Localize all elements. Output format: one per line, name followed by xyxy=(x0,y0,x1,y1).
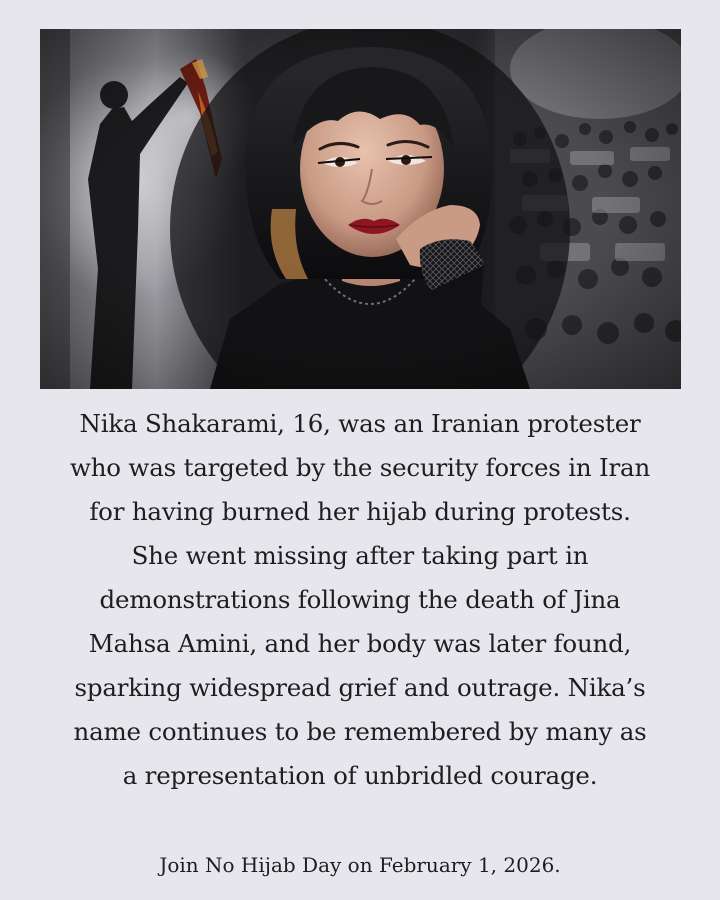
tribute-photo-collage xyxy=(40,29,681,389)
caption-line: Mahsa Amini, and her body was later found, xyxy=(88,629,632,658)
caption-line: who was targeted by the security forces in Iran xyxy=(69,453,651,482)
caption-line: a representation of unbridled courage. xyxy=(122,761,598,790)
caption-line: She went missing after taking part in xyxy=(131,541,589,570)
caption-line: for having burned her hijab during protests. xyxy=(89,497,631,526)
caption-line: demonstrations following the death of Jina xyxy=(99,585,621,614)
caption-line: Nika Shakarami, 16, was an Iranian protester xyxy=(79,409,641,438)
caption-line: name continues to be remembered by many as xyxy=(73,717,647,746)
tribute-caption xyxy=(20,402,700,798)
event-announcement: Join No Hijab Day on February 1, 2026. xyxy=(159,853,561,877)
caption-line: sparking widespread grief and outrage. Nika’s xyxy=(74,673,646,702)
portrait-photo xyxy=(40,29,681,389)
